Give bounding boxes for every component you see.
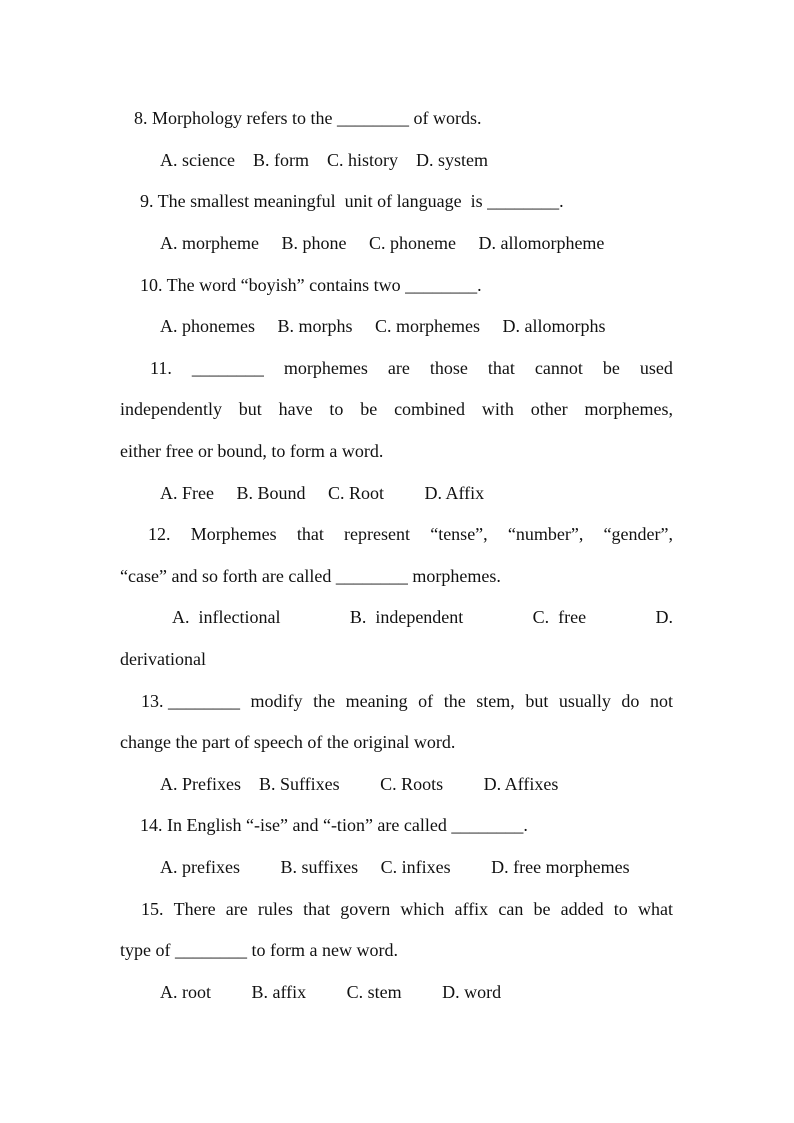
q10-stem: 10. The word “boyish” contains two ________.	[140, 275, 482, 295]
q13-word: meaning	[345, 691, 408, 711]
q12-word: 12.	[148, 524, 171, 544]
q12-option: C. free	[532, 607, 587, 627]
q15-word: are	[225, 899, 248, 919]
q11-word: are	[387, 358, 410, 378]
q15-word: that	[303, 899, 331, 919]
q13-word: stem,	[476, 691, 515, 711]
q11-line-1	[150, 357, 673, 379]
q11-word: 11.	[150, 358, 172, 378]
q13-word: but	[525, 691, 549, 711]
q15-line-2: type of ________ to form a new word.	[120, 940, 398, 960]
q11-word: be	[360, 399, 378, 419]
q11-word: combined	[394, 399, 466, 419]
q9-stem: 9. The smallest meaningful unit of language is ________.	[140, 191, 564, 211]
q12-word: that	[296, 524, 324, 544]
q11-line-3: either free or bound, to form a word.	[120, 441, 384, 461]
q15-word: which	[400, 899, 445, 919]
q11-line-2	[120, 398, 673, 420]
q12-word: “tense”,	[430, 524, 488, 544]
q15-options: A. root B. affix C. stem D. word	[160, 982, 502, 1002]
q15-word: rules	[257, 899, 293, 919]
q15-word: govern	[340, 899, 391, 919]
q11-word: with	[481, 399, 514, 419]
q12-line-4: derivational	[120, 649, 206, 669]
q15-word: affix	[454, 899, 489, 919]
q11-word: used	[639, 358, 673, 378]
q11-word: morphemes,	[584, 399, 673, 419]
q13-line-1	[141, 690, 673, 712]
q11-word: other	[530, 399, 568, 419]
q12-word: “number”,	[507, 524, 584, 544]
q15-line-1	[141, 898, 673, 920]
q12-line-2: “case” and so forth are called ________ morphemes.	[120, 566, 501, 586]
q8-stem: 8. Morphology refers to the ________ of words.	[134, 108, 482, 128]
q15-word: There	[173, 899, 216, 919]
q15-word: be	[533, 899, 551, 919]
q13-word: modify	[250, 691, 303, 711]
q11-word: ________	[191, 358, 264, 378]
q12-option: A. inflectional	[172, 607, 281, 627]
q15-word: to	[613, 899, 628, 919]
q11-word: to	[329, 399, 344, 419]
q12-line-1	[148, 523, 673, 545]
q14-stem: 14. In English “-ise” and “-tion” are called ________.	[140, 815, 528, 835]
q13-word: usually	[558, 691, 611, 711]
q13-word: not	[649, 691, 673, 711]
q15-word: added	[560, 899, 604, 919]
q13-word: the	[313, 691, 336, 711]
q12-option: B. independent	[349, 607, 464, 627]
q12-word: represent	[344, 524, 411, 544]
q15-word: can	[498, 899, 524, 919]
q13-word: do	[621, 691, 640, 711]
q13-word: the	[443, 691, 466, 711]
q11-word: but	[238, 399, 262, 419]
q15-word: what	[637, 899, 673, 919]
q11-word: that	[487, 358, 515, 378]
q11-word: be	[602, 358, 620, 378]
q12-word: Morphemes	[190, 524, 277, 544]
q9-options: A. morpheme B. phone C. phoneme D. allomorpheme	[160, 233, 605, 253]
q12-options	[172, 606, 673, 628]
q15-word: 15.	[141, 899, 164, 919]
q13-line-2: change the part of speech of the original word.	[120, 732, 456, 752]
q12-option: D.	[655, 607, 673, 627]
q11-options: A. Free B. Bound C. Root D. Affix	[160, 483, 485, 503]
q12-word: “gender”,	[603, 524, 673, 544]
q13-options: A. Prefixes B. Suffixes C. Roots D. Affixes	[160, 774, 559, 794]
q11-word: have	[278, 399, 313, 419]
q10-options: A. phonemes B. morphs C. morphemes D. allomorphs	[160, 316, 606, 336]
q11-word: those	[429, 358, 468, 378]
q13-word: of	[418, 691, 434, 711]
q8-options: A. science B. form C. history D. system	[160, 150, 488, 170]
q14-options: A. prefixes B. suffixes C. infixes D. free morphemes	[160, 857, 630, 877]
q11-word: cannot	[534, 358, 583, 378]
q13-word: 13. ________	[141, 691, 240, 711]
q11-word: morphemes	[283, 358, 368, 378]
q11-word: independently	[120, 399, 222, 419]
